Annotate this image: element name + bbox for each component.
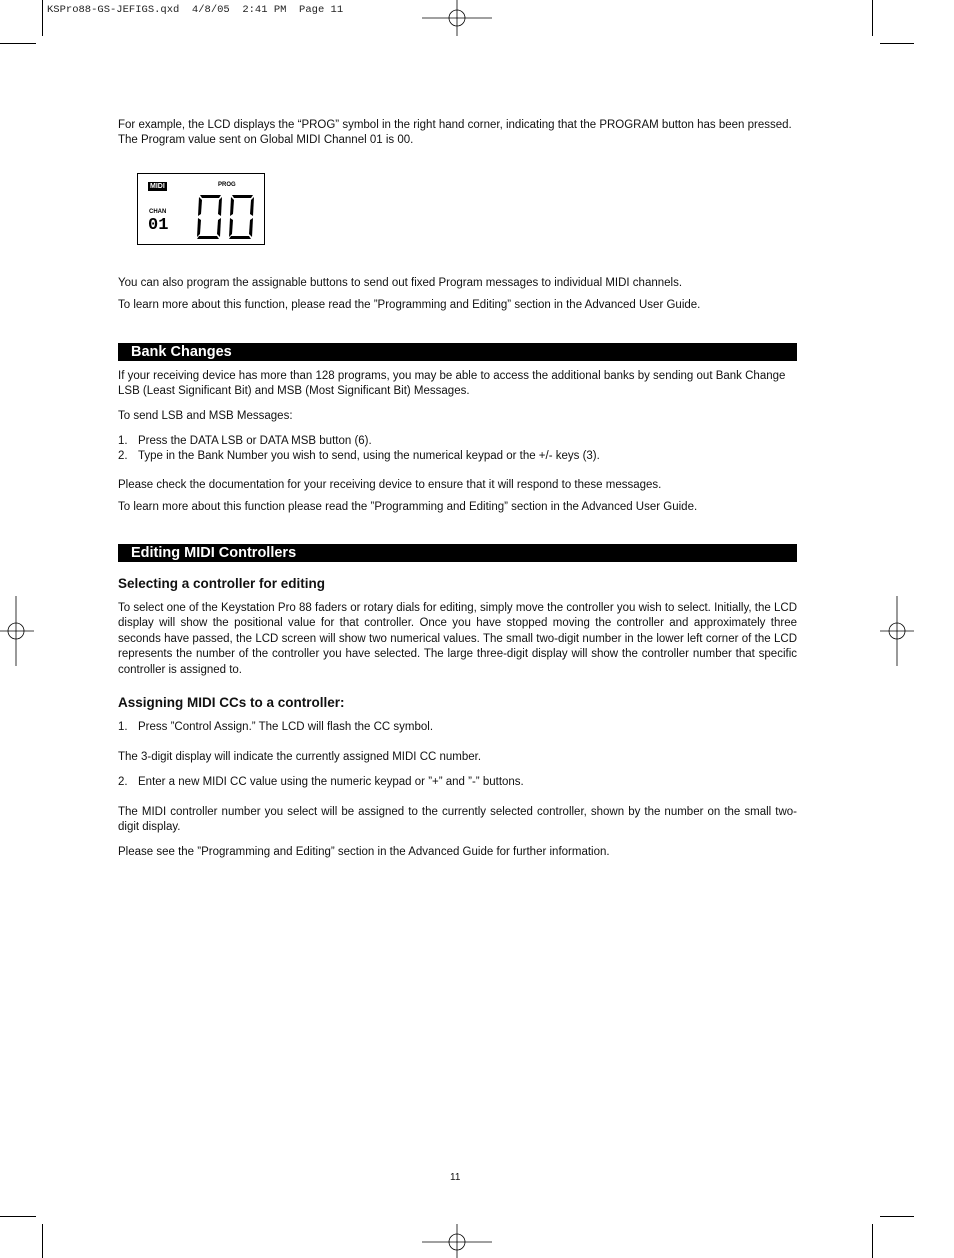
lcd-prog-label: PROG [218,182,236,188]
intro-text-2: You can also program the assignable buttons to send out fixed Program messages to individual MIDI channels. [118,277,683,289]
selecting-controller-text: To select one of the Keystation Pro 88 faders or rotary dials for editing, simply move the controller you wish to select. Initially, the LCD display will show the positional value for that controller. Once you have stopped moving the controller and approximately three seconds have passed, the LCD screen will show two numerical values. The small two-digit number in the lower left corner of the LCD represents the number of the controller you have selected. The large three-digit display will show the controller number that specific controller is assigned to. [118,602,797,676]
assign-list-item [118,775,524,790]
assign-paragraph-b: The MIDI controller number you select will be assigned to the currently selected controller, shown by the number on the small two-digit display. [118,806,797,834]
list-text: Enter a new MIDI CC value using the numeric keypad or ”+” and ”-” buttons. [138,776,524,788]
bank-text-2: To send LSB and MSB Messages: [118,409,293,422]
printer-slug: KSPro88-GS-JEFIGS.qxd 4/8/05 2:41 PM Page 11 [47,4,344,16]
lcd-channel-value: 01 [148,216,169,235]
lcd-chan-label: CHAN [149,209,167,215]
registration-mark-left [0,596,34,666]
registration-mark-right [880,596,914,666]
assign-text-a [118,750,797,765]
lcd-midi-label: MIDI [150,183,165,190]
list-number: 1. [118,435,128,447]
list-number: 1. [118,721,128,733]
list-text: Type in the Bank Number you wish to send, using the numerical keypad or the +/- keys (3). [138,450,600,462]
list-text: Press the DATA LSB or DATA MSB button (6). [138,435,372,447]
lcd-main-digits [196,194,258,240]
assign-paragraph-c: Please see the ”Programming and Editing” section in the Advanced Guide for further information. [118,845,610,858]
intro-text-3: To learn more about this function, please read the ”Programming and Editing” section in the Advanced User Guide. [118,299,701,312]
selecting-controller-subheading: Selecting a controller for editing [118,576,326,591]
intro-text-1b: The Program value sent on Global MIDI Channel 01 is 00. [118,134,414,147]
bank-list-item [118,434,372,449]
assigning-cc-subheading: Assigning MIDI CCs to a controller: [118,695,345,710]
intro-paragraph [118,118,797,149]
list-number: 2. [118,776,128,788]
assign-list-item [118,720,433,735]
bank-changes-heading: Bank Changes [118,343,797,361]
registration-mark-top [422,0,492,36]
bank-changes-body [118,369,797,424]
list-number: 2. [118,450,128,462]
page-number: 11 [450,1172,461,1183]
registration-mark-bottom [422,1224,492,1258]
bank-changes-footer [118,478,797,516]
selecting-controller-body [118,601,797,678]
bank-text-1: If your receiving device has more than 128 programs, you may be able to access the additional banks by sending out Bank Change LSB (Least Significant Bit) and MSB (Most Significant Bit) Messages. [118,370,786,398]
bank-text-4: To learn more about this function please read the ”Programming and Editing” section in the Advanced User Guide. [118,501,698,514]
bank-list-item [118,449,600,464]
assign-text-b [118,805,797,860]
bank-text-3: Please check the documentation for your receiving device to ensure that it will respond to these messages. [118,479,662,491]
lcd-display-illustration [137,173,265,245]
intro-text-1: For example, the LCD displays the “PROG” symbol in the right hand corner, indicating that the PROGRAM button has been pressed. [118,119,792,131]
intro-after-lcd [118,276,797,314]
editing-controllers-heading: Editing MIDI Controllers [118,544,797,562]
list-text: Press ”Control Assign.” The LCD will flash the CC symbol. [138,721,434,733]
assign-paragraph-a: The 3-digit display will indicate the currently assigned MIDI CC number. [118,751,482,763]
